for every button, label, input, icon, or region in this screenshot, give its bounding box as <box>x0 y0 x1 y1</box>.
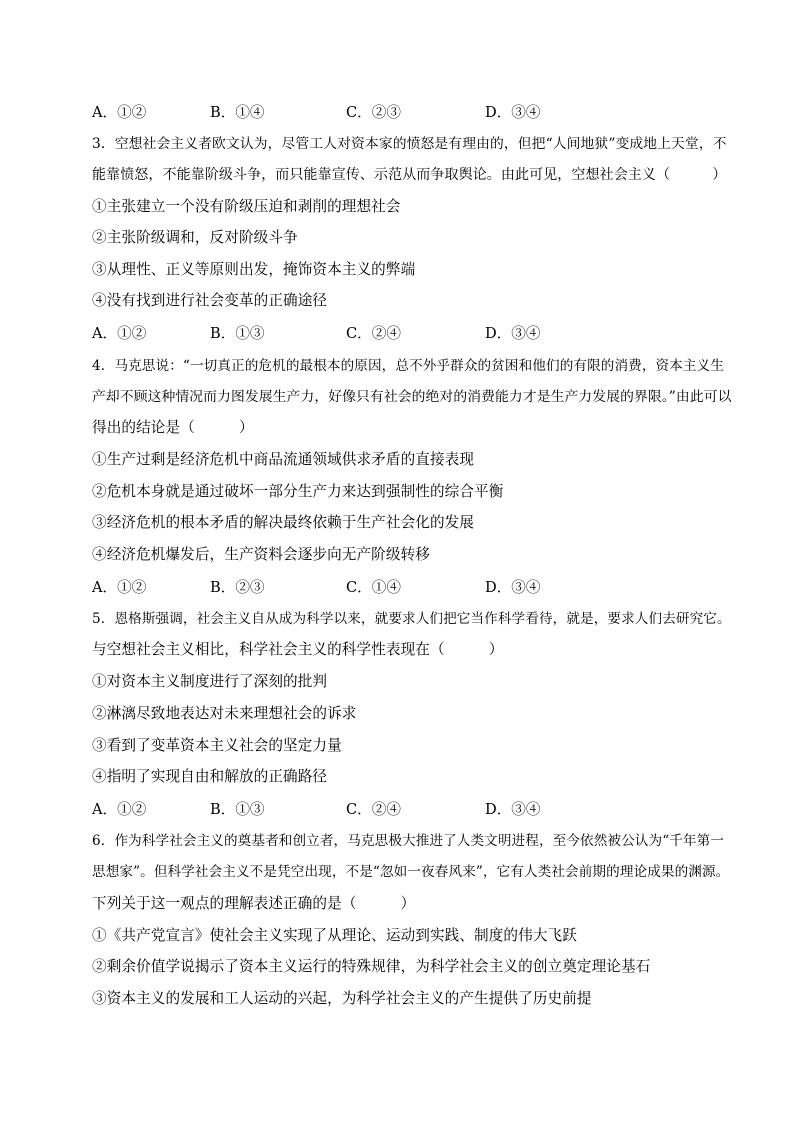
q3-item-1: ①主张建立一个没有阶级压迫和剥削的理想社会 <box>92 198 401 215</box>
q5-item-3: ③看到了变革资本主义社会的坚定力量 <box>92 737 342 754</box>
q5-item-2: ②淋漓尽致地表达对未来理想社会的诉求 <box>92 705 357 722</box>
q6-item-3: ③资本主义的发展和工人运动的兴起，为科学社会主义的产生提供了历史前提 <box>92 990 592 1007</box>
q4-item-4: ④经济危机爆发后，生产资料会逐步向无产阶级转移 <box>92 546 430 563</box>
q3-option-a[interactable]: A．①② <box>92 325 147 342</box>
q2-option-b[interactable]: B．①④ <box>210 104 265 121</box>
q5-item-4: ④指明了实现自由和解放的正确路径 <box>92 768 328 785</box>
q5-item-1: ①对资本主义制度进行了深刻的批判 <box>92 673 328 690</box>
q4-option-d[interactable]: D．③④ <box>485 579 541 596</box>
q6-item-2: ②剩余价值学说揭示了资本主义运行的特殊规律，为科学社会主义的创立奠定理论基石 <box>92 958 651 975</box>
q4-option-c[interactable]: C．①④ <box>346 579 401 596</box>
q5-stem-line-2: 与空想社会主义相比，科学社会主义的科学性表现在（ ） <box>92 641 504 658</box>
q4-stem-line-2: 产却不顾这种情况而力图发展生产力，好像只有社会的绝对的消费能力才是生产力发展的界限。”由此可以 <box>92 389 732 405</box>
q3-item-4: ④没有找到进行社会变革的正确途径 <box>92 292 328 309</box>
q2-option-c[interactable]: C．②③ <box>346 104 401 121</box>
q5-option-a[interactable]: A．①② <box>92 801 147 818</box>
q5-option-c[interactable]: C．②④ <box>346 801 401 818</box>
q3-stem-line-1: 3．空想社会主义者欧文认为，尽管工人对资本家的愤怒是有理由的，但把“人间地狱”变成地上天堂，不 <box>92 136 727 152</box>
q6-stem-line-3: 下列关于这一观点的理解表述正确的是（ ） <box>92 895 416 912</box>
q4-option-b[interactable]: B．②③ <box>210 579 265 596</box>
q5-option-b[interactable]: B．①③ <box>210 801 265 818</box>
q3-item-2: ②主张阶级调和，反对阶级斗争 <box>92 229 298 246</box>
q3-stem-line-2: 能靠愤怒，不能靠阶级斗争，而只能靠宣传、示范从而争取舆论。由此可见，空想社会主义（ ） <box>92 167 727 183</box>
q5-option-d[interactable]: D．③④ <box>485 801 541 818</box>
q4-item-2: ②危机本身就是通过破坏一部分生产力来达到强制性的综合平衡 <box>92 483 504 500</box>
q3-option-c[interactable]: C．②④ <box>346 325 401 342</box>
q6-item-1: ①《共产党宣言》使社会主义实现了从理论、运动到实践、制度的伟大飞跃 <box>92 927 577 944</box>
q4-item-1: ①生产过剩是经济危机中商品流通领域供求矛盾的直接表现 <box>92 451 475 468</box>
q6-stem-line-1: 6．作为科学社会主义的奠基者和创立者，马克思极大推进了人类文明进程，至今依然被公认为“千年第一 <box>92 833 725 849</box>
q2-option-a[interactable]: A．①② <box>92 104 147 121</box>
q3-option-b[interactable]: B．①③ <box>210 325 265 342</box>
q5-stem-line-1: 5．恩格斯强调，社会主义自从成为科学以来，就要求人们把它当作科学看待，就是，要求人们去研究它。 <box>92 611 731 627</box>
q2-option-d[interactable]: D．③④ <box>485 104 541 121</box>
q6-stem-line-2: 思想家”。但科学社会主义不是凭空出现，不是“忽如一夜春风来”，它有人类社会前期的理论成果的渊源。 <box>92 864 730 880</box>
q4-stem-line-3: 得出的结论是（ ） <box>92 419 254 436</box>
q3-option-d[interactable]: D．③④ <box>485 325 541 342</box>
q3-item-3: ③从理性、正义等原则出发，掩饰资本主义的弊端 <box>92 261 416 278</box>
q4-item-3: ③经济危机的根本矛盾的解决最终依赖于生产社会化的发展 <box>92 514 475 531</box>
q4-stem-line-1: 4．马克思说：“一切真正的危机的最根本的原因，总不外乎群众的贫困和他们的有限的消费，资本主义生 <box>92 358 725 374</box>
q4-option-a[interactable]: A．①② <box>92 579 147 596</box>
